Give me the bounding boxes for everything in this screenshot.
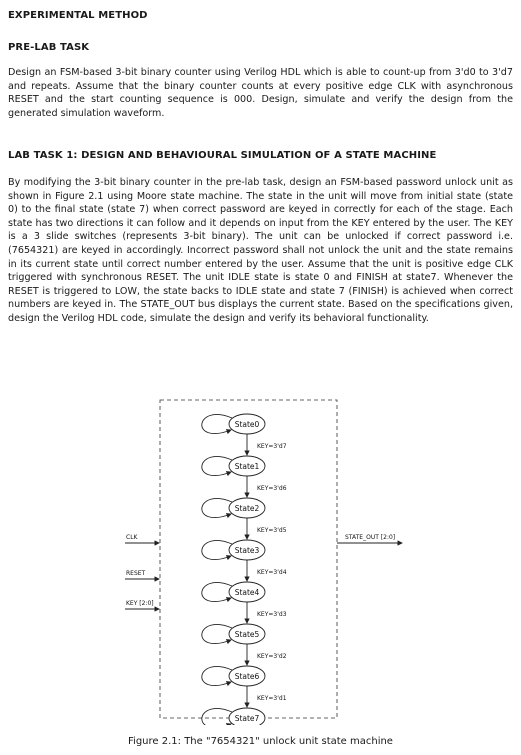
transition-label: KEY=3'd4 (257, 569, 287, 576)
state-machine-diagram (0, 395, 521, 725)
self-loop-arrow (202, 540, 232, 559)
section-heading-prelab-task: PRE-LAB TASK (8, 42, 90, 53)
transition-label: KEY=3'd1 (257, 695, 287, 702)
state-label: State6 (234, 672, 260, 681)
state-label: State1 (234, 462, 260, 471)
transition-label: KEY=3'd7 (257, 443, 287, 450)
input-label: KEY [2:0] (126, 600, 154, 607)
transition-label: KEY=3'd6 (257, 485, 287, 492)
self-loop-arrow (202, 666, 232, 685)
figure-caption: Figure 2.1: The "7654321" unlock unit state machine (128, 736, 393, 747)
output-label: STATE_OUT [2:0] (345, 534, 396, 541)
self-loop-arrow (202, 498, 232, 517)
input-label: CLK (126, 534, 138, 541)
transition-label: KEY=3'd3 (257, 611, 287, 618)
self-loop-arrow (202, 582, 232, 601)
section-heading-experimental-method: EXPERIMENTAL METHOD (8, 10, 148, 21)
state-label: State5 (234, 630, 260, 639)
state-label: State7 (234, 714, 260, 723)
prelab-paragraph: Design an FSM-based 3-bit binary counter using Verilog HDL which is able to count-up from 3'd0 to 3'd7 and repeats. Assume that the binary counter counts at every positive edge CLK with asynchronous RESET and the start counting sequence is 000. Design, simulate and verify the design from the generated simulation waveform. (8, 67, 513, 119)
input-label: RESET (126, 570, 146, 577)
state-label: State0 (234, 420, 260, 429)
lab-task-1-paragraph: By modifying the 3-bit binary counter in the pre-lab task, design an FSM-based password unlock unit as shown in Figure 2.1 using Moore state machine. The state in the unit will move from initial state (state 0) to the final state (state 7) when correct password are keyed in correctly for each of the stage. Each state has two directions it can follow and it depends on input from the KEY entered by the user. The KEY is a 3 slide switches (represents 3-bit binary). The unit can be unlocked if correct password i.e. (7654321) are keyed in accordingly. Incorrect password shall not unlock the unit and the state remains in its current state until correct number entered by the user. Assume that the unit is positive edge CLK triggered with synchronous RESET. The unit IDLE state is state 0 and FINISH at state7. Whenever the RESET is triggered to LOW, the state backs to IDLE state and state 7 (FINISH) is achieved when correct numbers are keyed in. The STATE_OUT bus displays the current state. Based on the specifications given, design the Verilog HDL code, simulate the design and verify its behavioral functionality. (8, 177, 513, 324)
state-machine-figure (0, 395, 521, 725)
self-loop-arrow (202, 456, 232, 475)
state-label: State2 (234, 504, 260, 513)
self-loop-arrow (202, 414, 232, 433)
transition-label: KEY=3'd2 (257, 653, 287, 660)
transition-label: KEY=3'd5 (257, 527, 287, 534)
self-loop-arrow (202, 708, 232, 725)
state-label: State4 (234, 588, 260, 597)
state-label: State3 (234, 546, 260, 555)
section-heading-lab-task-1: LAB TASK 1: DESIGN AND BEHAVIOURAL SIMULATION OF A STATE MACHINE (8, 150, 437, 161)
self-loop-arrow (202, 624, 232, 643)
